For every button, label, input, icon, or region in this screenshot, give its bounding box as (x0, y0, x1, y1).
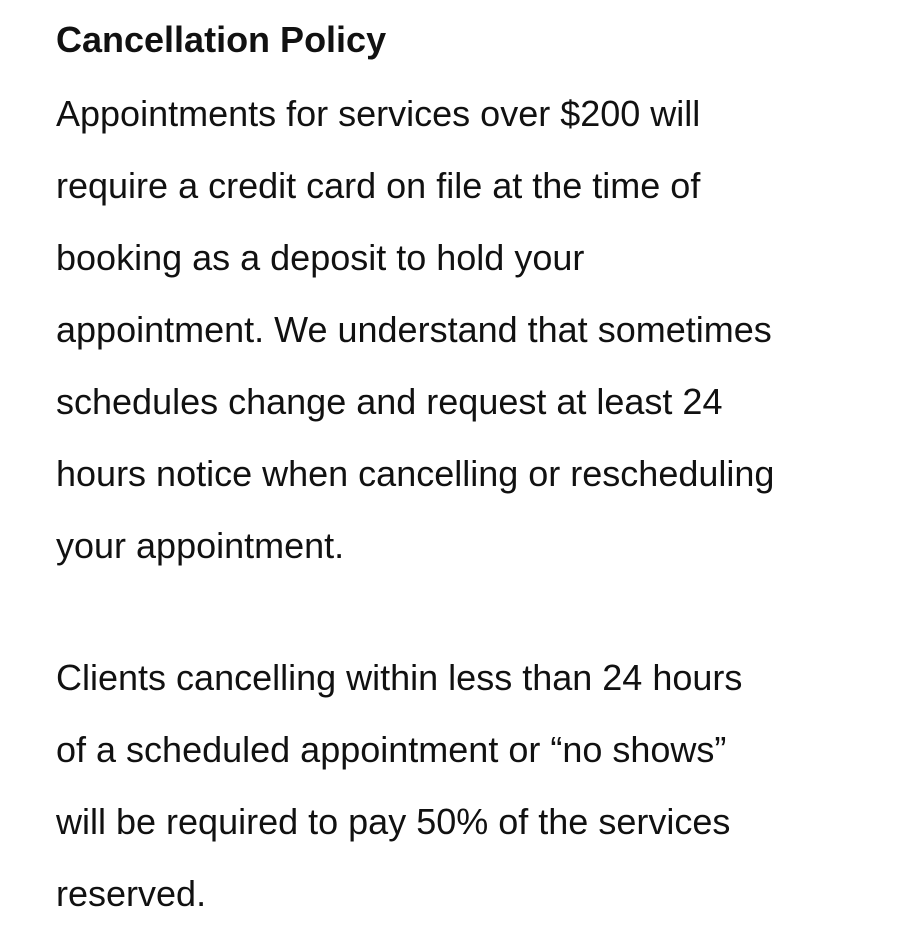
paragraph-line: of a scheduled appointment or “no shows” (56, 729, 727, 770)
late-cancellation-paragraph (56, 642, 896, 930)
deposit-paragraph (56, 78, 896, 582)
paragraph-line: your appointment. (56, 525, 345, 566)
paragraph-line: require a credit card on file at the time of (56, 165, 701, 206)
paragraph-line: Appointments for services over $200 will (56, 93, 701, 134)
paragraph-line: schedules change and request at least 24 (56, 381, 723, 422)
paragraph-line: booking as a deposit to hold your (56, 237, 585, 278)
paragraph-line: will be required to pay 50% of the services (56, 801, 731, 842)
paragraph-line: appointment. We understand that sometimes (56, 309, 772, 350)
paragraph-line: hours notice when cancelling or rescheduling (56, 453, 775, 494)
paragraph-line: reserved. (56, 873, 207, 914)
policy-title: Cancellation Policy (56, 19, 387, 60)
policy-document (56, 12, 896, 930)
paragraph-line: Clients cancelling within less than 24 hours (56, 657, 743, 698)
